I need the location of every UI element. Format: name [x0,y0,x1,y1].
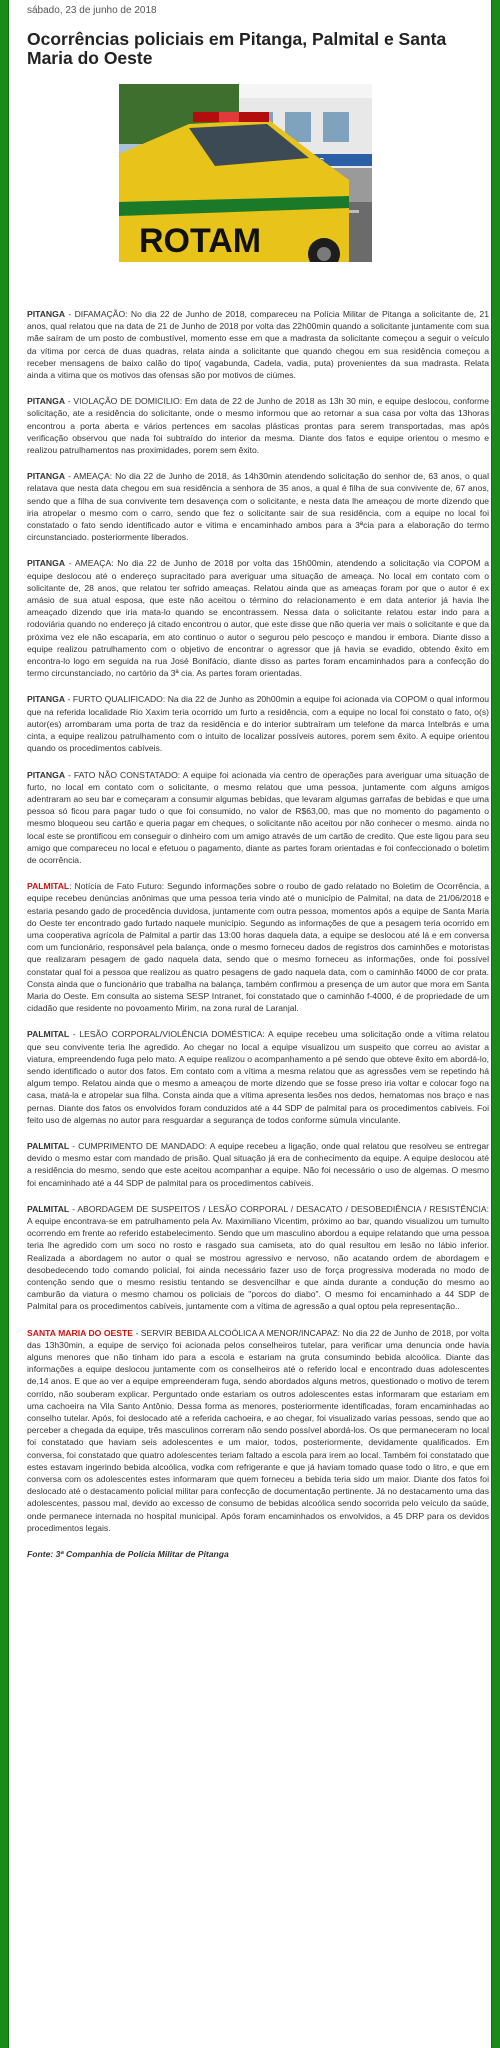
report-text: - AMEAÇA: No dia 22 de Junho de 2018, ás 14h30min atendendo solicitação do senhor de, 63 anos, o qual relatava que nesta data chegou em sua residência a senhora de 35 anos, a qual é filha de sua convivente de, 67 anos, sendo que a filha de sua convivente tem desavença com o solicitante, e nesta data lhe ameaçou de morte dizendo que iria atropelar o mesmo com o carro, sendo que fez o solicitante sair de sua residência, com a equipe no local foi constatado o fato sendo identificado autor e vitima e encaminhado ambos para a 3ªcia para a elaboração do termo circunstanciado. posteriormente liberados. [27,471,489,543]
report-location: PITANGA [27,471,66,482]
report-paragraph [27,880,489,1014]
report-location: PITANGA [27,694,66,705]
report-text: : Notícia de Fato Futuro: Segundo informações sobre o roubo de gado relatado no Boletim de Ocorrência, a equipe recebeu denúncias anônimas que uma pessoa teria vindo até o município de Palmital, na data de 21/06/2018 e estaria pesando gado de procedência duvidosa, juntamente com outra pessoa, momentos após a equipe de Santa Maria do Oeste ter encontrado gado furtado naquele município. Segundo as informações de que a pesagem teria ocorrido em uma cooperativa agrícola de Palmital a partir das 13:00 horas daquela data, a equipe se deslocou até lá e em conversa com um funcionário, responsável pela balança, onde o mesmo forneceu dados de registros dos caminhões e motoristas que realizaram pesagem de gado naquela data, sendo que o mesmo forneceu as informações, onde foi possível constatar qual foi a pessoa que realizou as quatro pesagens de gado naquela data, com o caminhão f4000 de cor prata. Consta ainda que o funcionário que trabalha na balança, também confirmou a presença de um autor que mora em Santa Maria do Oeste. Em consulta ao sistema SESP Intranet, foi constatado que o caminhão f-4000, é de propriedade de um cidadão que residente no povoamento Mirim, na zona rural de Laranjal. [27,881,489,1014]
report-location: PALMITAL [27,1203,70,1214]
report-location: PALMITAL [27,881,70,892]
post-title[interactable]: Ocorrências policiais em Pitanga, Palmital e Santa Maria do Oeste [27,29,447,68]
report-paragraph [27,308,489,381]
report-location: PALMITAL [27,1029,70,1040]
police-car-photo [119,84,372,262]
post-date: sábado, 23 de junho de 2018 [27,5,157,16]
report-text: - FATO NÃO CONSTATADO: A equipe foi acionada via centro de operações para averiguar uma situação de furto, no local em contato com o solicitante, o mesmo relatou que uma pessoa, juntamente com alguns amigos adentraram ao seu bar e começaram a consumir algumas bebidas, que levaram algumas garrafas de bebidas e que uma pessoa só ficou para pagar tudo o que foi consumido, no valor de R$63,00, mas que no momento do pagamento o mesmo bloqueou seu cartão e queria pagar em cheques, o solicitante não aceitou por não conhecer o mesmo. ainda no local este se prontificou em conseguir o dinheiro com um amigo através de um cartão de credito. Que este ligou para seu amigo que compareceu no local e efetuou o pagamento, diante as partes foram orientadas e foi confeccionado o boletim de ocorrência. [27,769,489,865]
source-credit [27,1548,489,1560]
report-paragraph [27,1028,489,1126]
report-text: - FURTO QUALIFICADO: Na dia 22 de Junho as 20h00min a equipe foi acionada via COPOM o qual informou que na referida localidade Rio Xaxim teria ocorrido um furto a residência, com a equipe no local foi constato o fato, o(s) autor(es) arrombaram uma porta de traz da residência e do interior subtraíram um telefone da marca Intelbrás e uma cinta, a equipe realizou patrulhamento com o intuito de localizar possíveis autores, porem sem êxito. A equipe orientou quando os procedimentos cabíveis. [27,694,489,754]
post-container [8,0,492,2048]
report-text: - AMEAÇA: No dia 22 de Junho de 2018 por volta das 15h00min, atendendo a solicitação via COPOM a equipe deslocou até o endereço supracitado para averiguar uma situação de ameaça. No local em contato com o solicitante de, 28 anos, que relatou ter sofrido ameaças. Relatou ainda que as ameaças foram por que o autor é ex amásio de sua atual esposa, que este não aceitou o término do relacionamento e em data anterior já havia lhe ameaçado dizendo que iria mata-lo quando se encontrassem. Nessa data o solicitante relatou estar indo para a rodoviária quando no endereço já citado encontrou o autor, que este disse que não queria ver mais o solicitante e que da próxima vez ele não escaparia, em ato continuo o autor o segurou pelo pescoço e mandou ir embora. Diante disso a equipe realizou patrulhamento com o objetivo de encontrar o agressor que já havia se evadido, obtendo êxito em encontra-lo logo em seguida na rua José Bonifácio, diante disso as partes foram encaminhados para a confecção do termo circunstanciado, no cartório da 3ª cia. As partes foram orientadas. [27,558,489,679]
report-text: - CUMPRIMENTO DE MANDADO: A equipe recebeu a ligação, onde qual relatou que resolveu se entregar devido o mesmo estar com mandado de prisão. Qual situação já era de conhecimento da equipe. A equipe deslocou até a residência do mesmo, sendo que este aceitou acompanhar a equipe. Não foi necessário o uso de algemas. O mesmo foi encaminhado até a 44 SDP de palmital para os procedimentos cabíveis. [27,1140,489,1188]
source-text: 3ª Companhia de Polícia Militar de Pitanga [53,1549,229,1560]
report-location: PITANGA [27,309,66,319]
report-location: PITANGA [27,558,66,569]
report-paragraph [27,693,489,754]
source-label: Fonte: [27,1549,54,1560]
report-paragraph [27,470,489,543]
report-location: PITANGA [27,396,66,407]
report-paragraph [27,1140,489,1189]
report-location: PITANGA [27,769,66,780]
report-text: - ABORDAGEM DE SUSPEITOS / LESÃO CORPORAL / DESACATO / DESOBEDIÊNCIA / RESISTÊNCIA: A equipe encontrava-se em patrulhamento pela Av. Maximiliano Vicentim, próximo ao bar, quando visualizou um tumulto ocorrendo em frente ao referido estabelecimento. Sendo que um masculino abordou a equipe relatando que uma pessoa teria lhe agredido com um soco no rosto e rasgado sua camiseta, ato do qual resultou em lesão no lábio inferior. Realizada a abordagem no autor o qual se mostrou agressivo e nervoso, não acatando ordem de abordagem e desobedecendo todo comando policial, foi ainda necessário fazer uso de força progressiva moderada no modo de contenção sendo que o mesmo resistiu tentando se desvencilhar e que ainda durante a condução do mesmo ao camburão da viatura o mesmo chamou os policiais de "porcos do diabo". O mesmo foi encaminhado a 44 SDP de Palmital para os procedimentos cabíveis, juntamente com a vítima de agressão a qual optou pela representação.. [27,1203,489,1312]
report-text: - DIFAMAÇÃO: No dia 22 de Junho de 2018, compareceu na Polícia Militar de Pitanga a solicitante de, 21 anos, qual relatou que na data de 21 de Junho de 2018 por volta das 22h00min quando a solicitante juntamente com sua mãe saíram de um posto de combustível, momento esse em que a madrasta da solicitante começou a seguir o veículo da vítima por cerca de duas quadras, relata ainda a solicitante que quando chegou em sua residência começou a receber mensagens de baixo calão do tipo( vagabunda, Cadela, vadia, puta) provenientes da sua madrasta. Relata ainda a vitima que os motivos das ofensas são por motivos de ciúmes. [27,309,489,381]
report-paragraph [27,395,489,456]
report-location: PALMITAL [27,1140,70,1151]
report-paragraph [27,557,489,679]
report-paragraph [27,1327,489,1534]
report-text: - VIOLAÇÃO DE DOMICILIO: Em data de 22 de Junho de 2018 as 13h 30 min, e equipe deslocou, conforme solicitação, ate a residência do solicitante, onde o mesmo informou que ao retornar a sua casa por volta das 13horas encontrou a porta aberta e vários pertences em sacolas plásticas prontas para serem transportadas, mas após verificação observou que nada foi subtraído do interior da mesma. Diante dos fatos e equipe orientou o mesmo e realizou patrulhamentos nas proximidades, porem sem êxito. [27,396,489,456]
report-text: - LESÃO CORPORAL/VIOLÊNCIA DOMÉSTICA: A equipe recebeu uma solicitação onde a vítima relatou que seu convivente teria lhe agredido. Ao chegar no local a equipe visualizou um suspeito que correu ao avistar a viatura, empreendendo fuga pelo mato. A equipe realizou o acompanhamento a pé sendo que obteve êxito em abordá-lo, sendo identificado o autor dos fatos. Em contato com a vítima a mesma relatou que as agressões vem se repetindo há algum tempo. Relatou ainda que o mesmo a ameaçou de morte dizendo que se fosse preso iria voltar e colocar fogo na casa, matá-la e atropelar sua filha. Consta ainda que a vítima apresenta lesões nos dedos, hematomas nos braço e nas pernas. Diante dos fatos os envolvidos foram conduzidos até a 44 SDP de palmital para os procedimentos cabíveis. Foi feito uso de algemas no autor para resguardar a segurança de todos conforme súmula vinculante. [27,1029,489,1125]
post-body [27,308,489,1574]
rotam-lettering: ROTAM [139,222,262,260]
report-text: - SERVIR BEBIDA ALCOÓLICA A MENOR/INCAPAZ: No dia 22 de Junho de 2018, por volta das 13h30min, a equipe de serviço foi acionada pelos conselheiros tutelar, para verificar uma denuncia onde havia alguns menores que não tinham ido para a escola e estariam na gruta consumindo bebida alcoólica. Diante das informações a equipe deslocou juntamente com os conselheiros até o referido local e encontrado duas adolescentes de,14 anos. E que ao ver a equipe empreenderam fuga, sendo abordados alguns metros, questionado o motivo de terem corrido, não souberam explicar. Perguntado onde estariam os outros adolescentes estas informaram que estariam em uma cachoeira na Vila Santo Antônio. Dessa forma as menores, posteriormente identificadas, foram encaminhadas ao conselho tutelar. Após, foi deslocado até a referida cachoeira, e ao chegar, foi visualizado varias pessoas, sendo que ao perceber a chegada da equipe, três masculinos correram não sendo possível abordá-los. Os que permaneceram no local foi constatado que haviam seis adolescentes e um maior, todos, posteriormente, devidamente qualificados. Em conversa, foi constatado que quatro adolescentes teriam faltado a escola para irem ao local. Também foi constatado que estes estavam ingerindo bebida alcoólica, vodka com refrigerante e que já haviam tomado quase todo o litro, e que em conversa com os adolescentes estes informaram que quem forneceu a bebida teria sido um maior. Diante dos fatos foi deslocado até o destacamento policial militar para confecção de documentação pertinente. Já no destacamento uma das adolescentes, passou mal, devido ao excesso de consumo de bebidas alcoólica sendo socorrida pelo veículo da saúde, onde permanece internada no hospital municipal. Após foram encaminhados os envolvidos, a 45 DRP para os devidos procedimentos legais. [27,1327,489,1533]
report-paragraph [27,769,489,867]
report-location: SANTA MARIA DO OESTE [27,1327,133,1338]
report-paragraph [27,1203,489,1313]
post-photo[interactable] [119,84,372,262]
